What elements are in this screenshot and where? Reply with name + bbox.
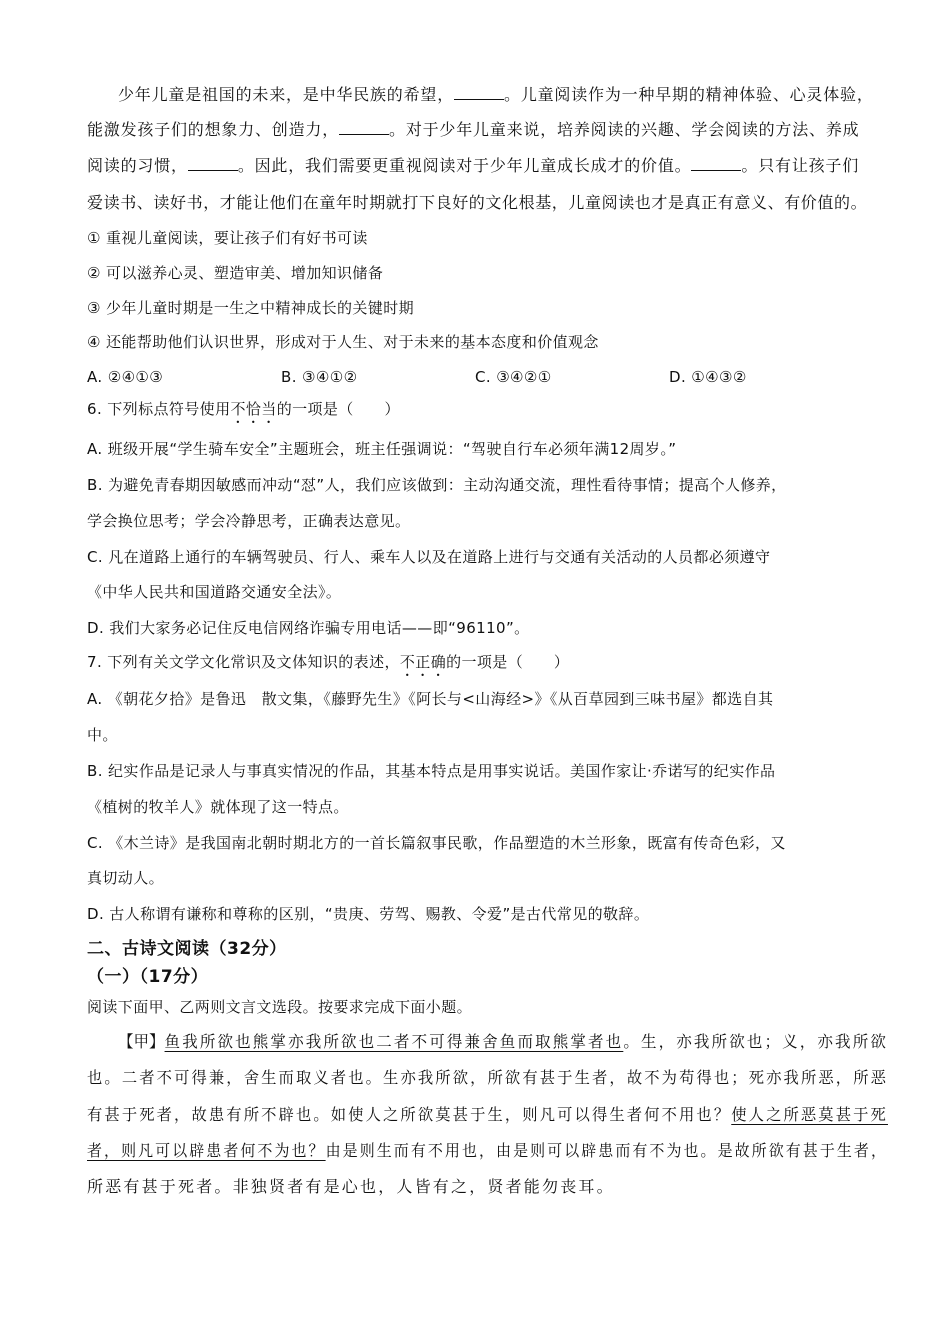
passage-line <box>87 192 867 214</box>
passage-text: 少年儿童是祖国的未来，是中华民族的希望， <box>118 85 455 104</box>
answer-blank <box>188 156 238 171</box>
question-7-option-b-cont: 《植树的牧羊人》就体现了这一特点。 <box>87 798 349 816</box>
question-7-option-a[interactable]: A. 《朝花夕拾》是鲁迅 散文集，《藤野先生》《阿长与<山海经>》《从百草园到三味书屋》都选自其 <box>87 690 774 708</box>
section-title: 二、古诗文阅读（32分） <box>87 939 287 959</box>
emphasized-text: 不正确 <box>399 653 447 671</box>
classical-text-line: 所恶有甚于死者。非独贤者有是心也，人皆有之，贤者能勿丧耳。 <box>87 1177 615 1196</box>
question-7-option-a-cont: 中。 <box>87 726 118 744</box>
subsection-title: （一）（17分） <box>87 967 209 987</box>
sentence-option: ③ 少年儿童时期是一生之中精神成长的关键时期 <box>87 299 415 317</box>
stem-text: 7. 下列有关文学文化常识及文体知识的表述， <box>87 653 400 671</box>
option-b[interactable]: B. ③④①② <box>281 368 358 386</box>
question-7-option-d[interactable]: D. 古人称谓有谦称和尊称的区别，“贵庚、劳驾、赐教、令爱”是古代常见的敬辞。 <box>87 905 650 923</box>
question-7-option-c[interactable]: C. 《木兰诗》是我国南北朝时期北方的一首长篇叙事民歌，作品塑造的木兰形象，既富有传奇色彩，又 <box>87 834 786 852</box>
question-6-option-b-cont: 学会换位思考；学会冷静思考，正确表达意见。 <box>87 512 411 530</box>
classical-text-line: 也。二者不可得兼，舍生而取义者也。生亦我所欲，所欲有甚于生者，故不为苟得也；死亦我所恶，所恶 <box>87 1068 889 1087</box>
classical-text-line <box>87 1104 888 1126</box>
classical-text: 由是则生而有不用也，由是则可以辟患而有不为也。是故所欲有甚于生者， <box>325 1141 889 1160</box>
question-7-option-c-cont: 真切动人。 <box>87 869 165 887</box>
sentence-option: ④ 还能帮助他们认识世界，形成对于人生、对于未来的基本态度和价值观念 <box>87 333 599 351</box>
underlined-text: 使人之所恶莫甚于死 <box>731 1105 888 1124</box>
option-a[interactable]: A. ②④①③ <box>87 368 164 386</box>
underlined-text: 者，则凡可以辟患者何不为也？ <box>87 1141 326 1160</box>
option-d[interactable]: D. ①④③② <box>669 368 747 386</box>
stem-text: 的一项是（ ） <box>446 653 570 671</box>
section-instructions: 阅读下面甲、乙两则文言文选段。按要求完成下面小题。 <box>87 998 473 1016</box>
classical-text: 。生，亦我所欲也；义，亦我所欲 <box>623 1032 889 1051</box>
passage-line <box>87 119 859 141</box>
classical-text: 有甚于死者，故患有所不辟也。如使人之所欲莫甚于生，则凡可以得生者何不用也？ <box>87 1105 732 1124</box>
sentence-option: ② 可以滋养心灵、塑造审美、增加知识储备 <box>87 264 384 282</box>
question-7-stem <box>87 651 569 680</box>
question-6-option-a[interactable]: A. 班级开展“学生骑车安全”主题班会，班主任强调说：“驾驶自行车必须年满12周岁。” <box>87 440 677 458</box>
emphasized-text: 不恰当 <box>230 400 277 418</box>
passage-text: 。儿童阅读作为一种早期的精神体验、心灵体验， <box>504 85 874 104</box>
classical-text-line <box>87 1140 888 1162</box>
stem-text: 的一项是（ ） <box>276 400 400 418</box>
sentence-option: ① 重视儿童阅读，要让孩子们有好书可读 <box>87 229 368 247</box>
passage-text: 能激发孩子们的想象力、创造力， <box>87 120 340 139</box>
passage-text: 。对于少年儿童来说，培养阅读的兴趣、学会阅读的方法、养成 <box>389 120 860 139</box>
question-6-option-b[interactable]: B. 为避免青春期因敏感而冲动“怼”人，我们应该做到：主动沟通交流，理性看待事情；提高个人修养， <box>87 476 787 494</box>
answer-blank <box>339 120 389 135</box>
option-c[interactable]: C. ③④②① <box>475 368 552 386</box>
question-6-option-d[interactable]: D. 我们大家务必记住反电信网络诈骗专用电话——即“96110”。 <box>87 619 530 637</box>
classical-text-line <box>118 1031 888 1053</box>
passage-text: 阅读的习惯， <box>87 156 188 175</box>
question-6-option-c[interactable]: C. 凡在道路上通行的车辆驾驶员、行人、乘车人以及在道路上进行与交通有关活动的人员都必须遵守 <box>87 548 771 566</box>
passage-line <box>87 155 859 177</box>
question-6-option-c-cont: 《中华人民共和国道路交通安全法》。 <box>87 583 342 601</box>
answer-blank <box>691 156 741 171</box>
passage-text: 爱读书、读好书，才能让他们在童年时期就打下良好的文化根基，儿童阅读也才是真正有意义、有价值的。 <box>87 193 868 212</box>
passage-label: 【甲】 <box>118 1032 165 1051</box>
passage-text: 。因此，我们需要更重视阅读对于少年儿童成长成才的价值。 <box>237 156 692 175</box>
underlined-text: 鱼我所欲也熊掌亦我所欲也二者不可得兼舍鱼而取熊掌者也 <box>164 1032 624 1051</box>
passage-line <box>118 84 874 106</box>
question-7-option-b[interactable]: B. 纪实作品是记录人与事真实情况的作品，其基本特点是用事实说话。美国作家让·乔诺写的纪实作品 <box>87 762 776 780</box>
question-6-stem <box>87 398 400 427</box>
answer-blank <box>454 85 504 100</box>
passage-text: 。只有让孩子们 <box>741 156 860 175</box>
stem-text: 6. 下列标点符号使用 <box>87 400 231 418</box>
